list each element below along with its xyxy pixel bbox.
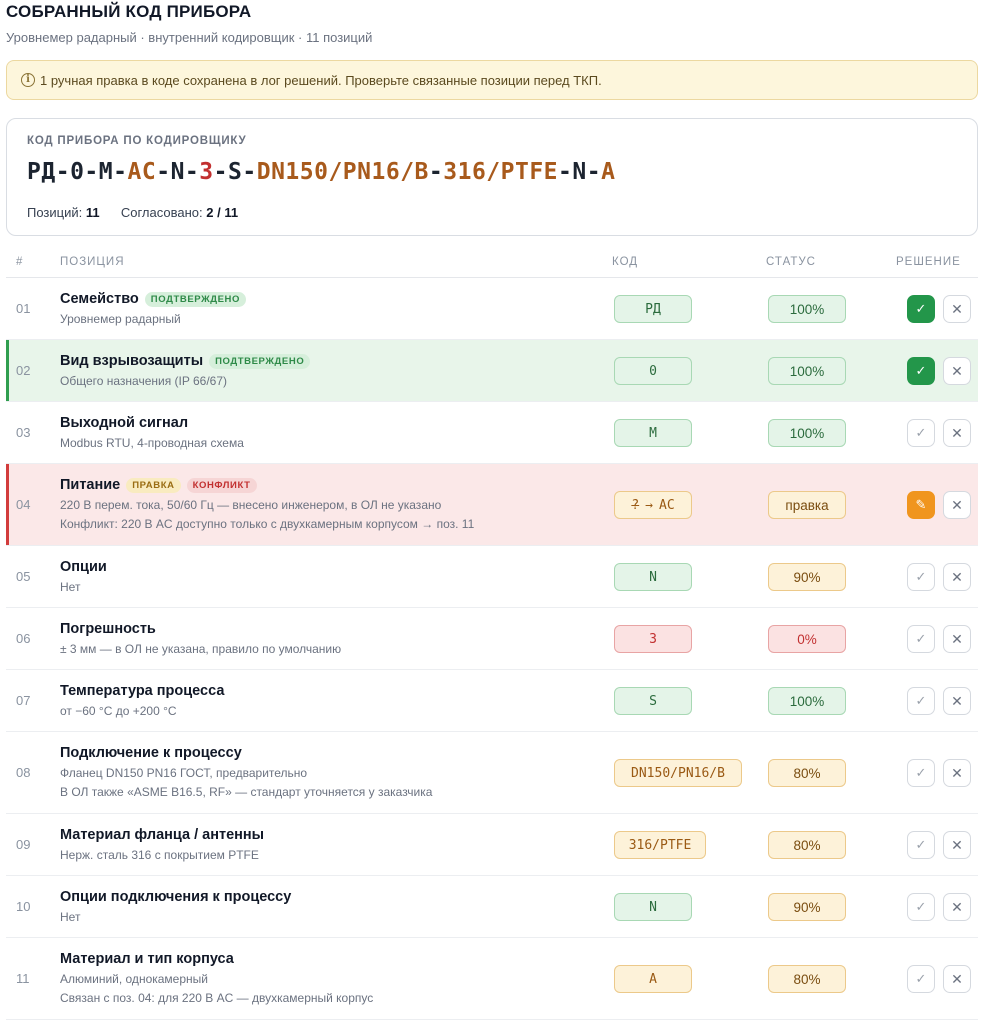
status-badge: КОНФЛИКТ xyxy=(187,478,257,493)
accept-button[interactable] xyxy=(907,625,935,653)
reject-button[interactable] xyxy=(943,563,971,591)
position-description: Связан с поз. 04: для 220 В AC — двухкамерный корпус xyxy=(60,991,374,1005)
position-description: Нерж. сталь 316 с покрытием PTFE xyxy=(60,848,259,862)
position-description: Конфликт: 220 В AC доступно только с двухкамерным корпусом → поз. 11 xyxy=(60,517,475,531)
code-segment: - xyxy=(184,159,200,185)
reject-button[interactable] xyxy=(943,965,971,993)
row-number: 11 xyxy=(16,971,30,986)
position-description: Общего назначения (IP 66/67) xyxy=(60,374,228,388)
position-title-text: Вид взрывозащиты xyxy=(60,353,204,369)
code-meta xyxy=(27,205,238,220)
status-value: 90% xyxy=(768,563,846,591)
row-number: 02 xyxy=(16,363,31,378)
table-row[interactable] xyxy=(6,732,978,814)
position-description: ± 3 мм — в ОЛ не указана, правило по умолчанию xyxy=(60,642,342,656)
reject-button[interactable] xyxy=(943,893,971,921)
position-title-text: Выходной сигнал xyxy=(60,415,189,431)
check-icon: ✓ xyxy=(915,837,927,852)
code-value[interactable]: N xyxy=(614,563,692,591)
position-title xyxy=(60,621,156,637)
close-icon: ✕ xyxy=(951,970,963,987)
row-number: 05 xyxy=(16,569,31,584)
code-value[interactable]: A xyxy=(614,965,692,993)
code-segment: - xyxy=(242,159,257,185)
header-code: КОД xyxy=(612,256,639,268)
position-title-text: Питание xyxy=(60,477,121,493)
position-description: 220 В перем. тока, 50/60 Гц — внесено инженером, в ОЛ не указано xyxy=(60,498,442,512)
status-value: 100% xyxy=(768,357,846,385)
status-value: 80% xyxy=(768,759,846,787)
position-description: Modbus RTU, 4-проводная схема xyxy=(60,436,244,450)
position-title xyxy=(60,353,310,369)
page-title: СОБРАННЫЙ КОД ПРИБОРА xyxy=(6,2,252,21)
row-number: 06 xyxy=(16,631,31,646)
position-title xyxy=(60,291,246,307)
device-code-string xyxy=(27,159,615,185)
status-value: 0% xyxy=(768,625,846,653)
code-segment: - xyxy=(113,159,128,185)
position-title xyxy=(60,745,242,761)
position-description: Нет xyxy=(60,910,81,924)
position-description: от −60 °C до +200 °C xyxy=(60,704,177,718)
status-value: 90% xyxy=(768,893,846,921)
code-segment: РД xyxy=(27,159,56,185)
check-icon: ✓ xyxy=(915,899,927,914)
code-segment: - xyxy=(586,159,602,185)
accept-button[interactable] xyxy=(907,295,935,323)
old-code-value: ? xyxy=(631,497,640,513)
code-value[interactable] xyxy=(614,491,692,519)
position-title xyxy=(60,951,234,967)
header-position: ПОЗИЦИЯ xyxy=(60,256,125,268)
positions-label: Позиций: xyxy=(27,205,83,220)
code-segment: - xyxy=(156,159,171,185)
code-segment: N xyxy=(170,159,185,185)
check-icon: ✓ xyxy=(915,631,927,646)
accept-button[interactable] xyxy=(907,419,935,447)
table-row[interactable] xyxy=(6,608,978,670)
arrow-icon: → xyxy=(645,497,653,513)
close-icon: ✕ xyxy=(951,496,963,513)
row-accent-bar xyxy=(6,464,9,545)
code-segment: - xyxy=(55,159,71,185)
close-icon: ✕ xyxy=(951,424,963,441)
code-segment: - xyxy=(428,159,444,185)
position-description: Нет xyxy=(60,580,81,594)
code-segment: AC xyxy=(127,159,157,185)
position-title-text: Погрешность xyxy=(60,621,156,637)
position-title-text: Опции xyxy=(60,559,107,575)
code-segment: - xyxy=(84,159,99,185)
header-decision: РЕШЕНИЕ xyxy=(896,256,961,268)
accept-button[interactable] xyxy=(907,759,935,787)
page-subtitle: Уровнемер радарный · внутренний кодировщик · 11 позиций xyxy=(6,30,373,45)
code-value[interactable]: 3 xyxy=(614,625,692,653)
position-title-text: Подключение к процессу xyxy=(60,745,242,761)
agreed-count: 2 / 11 xyxy=(206,205,239,220)
header-status: СТАТУС xyxy=(766,256,816,268)
code-segment: M xyxy=(98,159,114,185)
accept-button[interactable] xyxy=(907,965,935,993)
pencil-icon: ✎ xyxy=(915,497,927,512)
status-value: 100% xyxy=(768,295,846,323)
status-value: 80% xyxy=(768,965,846,993)
position-title-text: Опции подключения к процессу xyxy=(60,889,292,905)
reject-button[interactable] xyxy=(943,687,971,715)
code-segment: 3 xyxy=(199,159,214,185)
position-title xyxy=(60,477,257,493)
close-icon: ✕ xyxy=(951,300,963,317)
reject-button[interactable] xyxy=(943,831,971,859)
position-title xyxy=(60,559,107,575)
row-number: 07 xyxy=(16,693,31,708)
close-icon: ✕ xyxy=(951,898,963,915)
check-icon: ✓ xyxy=(915,425,927,440)
reject-button[interactable] xyxy=(943,295,971,323)
table-row[interactable] xyxy=(6,340,978,402)
code-value[interactable]: N xyxy=(614,893,692,921)
table-row[interactable] xyxy=(6,814,978,876)
code-segment: DN150/PN16/B xyxy=(256,159,429,185)
decision-log-alert xyxy=(6,60,978,100)
edit-button[interactable] xyxy=(907,491,935,519)
accept-button[interactable] xyxy=(907,357,935,385)
close-icon: ✕ xyxy=(951,764,963,781)
agreed-label: Согласовано: xyxy=(120,205,203,220)
row-number: 01 xyxy=(16,301,31,316)
table-row[interactable] xyxy=(6,464,978,546)
table-row[interactable] xyxy=(6,670,978,732)
close-icon: ✕ xyxy=(951,362,963,379)
code-value[interactable]: S xyxy=(614,687,692,715)
positions-count: 11 xyxy=(85,205,100,220)
code-segment: A xyxy=(601,159,616,185)
row-number: 08 xyxy=(16,765,31,780)
position-title-text: Температура процесса xyxy=(60,683,225,699)
new-code-value: AC xyxy=(659,497,675,513)
position-title-text: Семейство xyxy=(60,291,139,307)
code-segment: 0 xyxy=(70,159,85,185)
code-segment: S xyxy=(228,159,243,185)
accept-button[interactable] xyxy=(907,893,935,921)
status-badge: ПРАВКА xyxy=(126,478,180,493)
accept-button[interactable] xyxy=(907,563,935,591)
table-row[interactable] xyxy=(6,278,978,340)
row-number: 03 xyxy=(16,425,31,440)
reject-button[interactable] xyxy=(943,759,971,787)
close-icon: ✕ xyxy=(951,630,963,647)
row-accent-bar xyxy=(6,340,9,401)
check-icon: ✓ xyxy=(915,301,927,316)
position-description: Алюминий, однокамерный xyxy=(60,972,208,986)
status-badge: ПОДТВЕРЖДЕНО xyxy=(145,292,246,307)
accept-button[interactable] xyxy=(907,687,935,715)
row-number: 09 xyxy=(16,837,31,852)
code-segment: - xyxy=(558,159,573,185)
check-icon: ✓ xyxy=(915,569,927,584)
reject-button[interactable] xyxy=(943,419,971,447)
accept-button[interactable] xyxy=(907,831,935,859)
close-icon: ✕ xyxy=(951,836,963,853)
code-segment: - xyxy=(213,159,228,185)
position-title-text: Материал и тип корпуса xyxy=(60,951,234,967)
table-row[interactable] xyxy=(6,876,978,938)
table-row[interactable] xyxy=(6,402,978,464)
device-code-card xyxy=(6,118,978,236)
table-header xyxy=(6,244,978,278)
close-icon: ✕ xyxy=(951,692,963,709)
position-description: В ОЛ также «ASME B16.5, RF» — стандарт уточняется у заказчика xyxy=(60,785,433,799)
row-number: 10 xyxy=(16,899,31,914)
code-card-label: КОД ПРИБОРА ПО КОДИРОВЩИКУ xyxy=(27,135,247,147)
code-value[interactable]: РД xyxy=(614,295,692,323)
code-value[interactable]: 0 xyxy=(614,357,692,385)
status-value: 100% xyxy=(768,419,846,447)
reject-button[interactable] xyxy=(943,491,971,519)
position-title xyxy=(60,415,188,431)
table-row[interactable] xyxy=(6,546,978,608)
code-value[interactable]: M xyxy=(614,419,692,447)
status-value: 100% xyxy=(768,687,846,715)
table-row[interactable] xyxy=(6,938,978,1020)
close-icon: ✕ xyxy=(951,568,963,585)
status-value: 80% xyxy=(768,831,846,859)
code-value[interactable]: 316/PTFE xyxy=(614,831,706,859)
code-segment: 316/PTFE xyxy=(443,159,559,185)
info-icon: i xyxy=(21,73,35,87)
code-value[interactable]: DN150/PN16/B xyxy=(614,759,742,787)
position-title xyxy=(60,683,224,699)
status-badge: ПОДТВЕРЖДЕНО xyxy=(209,354,310,369)
check-icon: ✓ xyxy=(915,363,927,378)
check-icon: ✓ xyxy=(915,693,927,708)
position-title-text: Материал фланца / антенны xyxy=(60,827,265,843)
position-description: Фланец DN150 PN16 ГОСТ, предварительно xyxy=(60,766,308,780)
check-icon: ✓ xyxy=(915,765,927,780)
position-title xyxy=(60,827,264,843)
position-title xyxy=(60,889,291,905)
reject-button[interactable] xyxy=(943,625,971,653)
reject-button[interactable] xyxy=(943,357,971,385)
code-segment: N xyxy=(572,159,587,185)
status-value: правка xyxy=(768,491,846,519)
row-number: 04 xyxy=(16,497,31,512)
check-icon: ✓ xyxy=(915,971,927,986)
alert-text: 1 ручная правка в коде сохранена в лог решений. Проверьте связанные позиции перед ТКП. xyxy=(40,72,602,88)
header-num: # xyxy=(16,256,24,268)
position-description: Уровнемер радарный xyxy=(60,312,181,326)
